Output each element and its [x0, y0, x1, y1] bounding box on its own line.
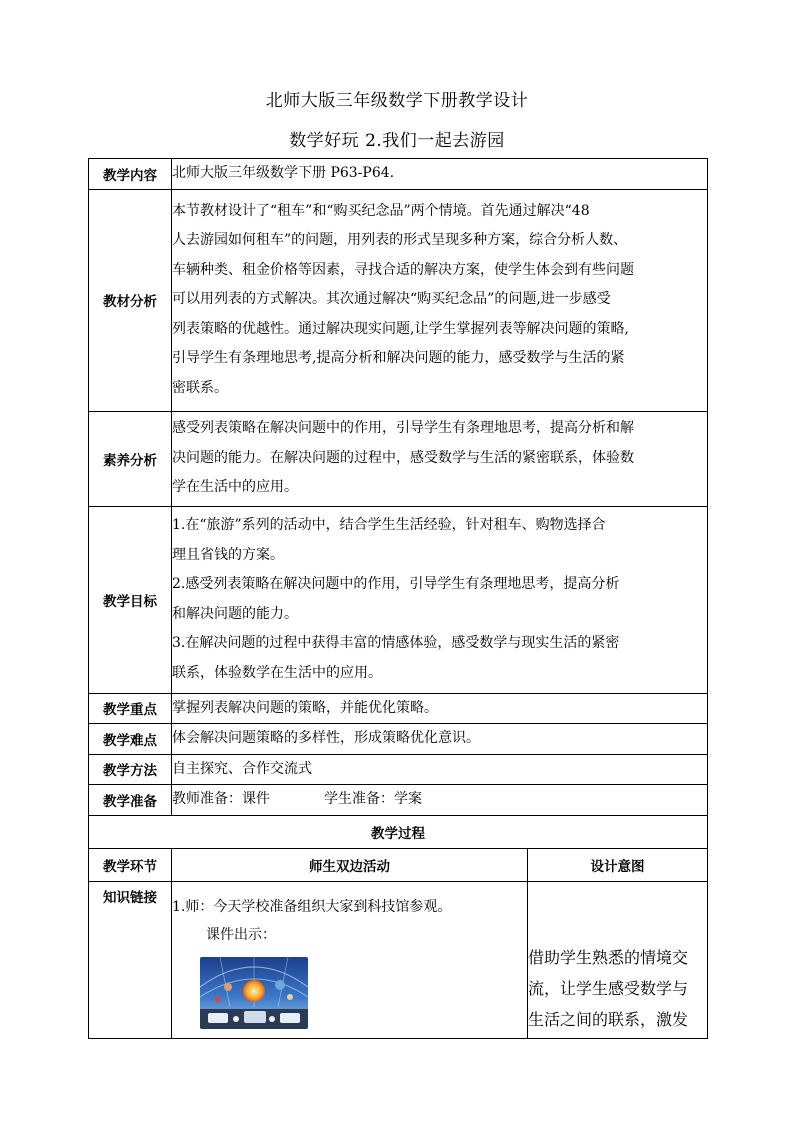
row-content [89, 159, 708, 190]
row-goals [89, 506, 708, 693]
value-goals [172, 506, 708, 693]
value-preparation [172, 785, 708, 816]
literacy-line: 学在生活中的应用。 [172, 479, 298, 496]
literacy-line: 感受列表策略在解决问题中的作用，引导学生有条理地思考，提高分析和解 [172, 420, 634, 437]
label-knowledge-link: 知识链接 [89, 881, 172, 1038]
process-header: 教学过程 [89, 815, 708, 848]
value-difficulty: 体会解决问题策略的多样性，形成策略优化意识。 [172, 724, 708, 755]
intent-line: 流，让学生感受数学与 [528, 979, 689, 998]
intent-line: 借助学生熟悉的情境交 [528, 948, 689, 967]
label-goals: 教学目标 [89, 506, 172, 693]
value-key-point: 掌握列表解决问题的策略，并能优化策略。 [172, 693, 708, 724]
label-analysis: 教材分析 [89, 189, 172, 411]
goal-line: 和解决问题的能力。 [172, 605, 298, 622]
row-column-headers [89, 848, 708, 881]
row-key-point [89, 693, 708, 724]
intent-line: 生活之间的联系，激发 [528, 1010, 689, 1029]
row-knowledge-link [89, 881, 708, 1038]
column-header-intent: 设计意图 [528, 848, 708, 881]
analysis-line: 人去游园如何租车”的问题，用列表的形式呈现多种方案，综合分析人数、 [172, 232, 628, 249]
lesson-plan-table [88, 158, 708, 1039]
row-process-header [89, 815, 708, 848]
value-literacy [172, 411, 708, 506]
planetarium-image [200, 957, 308, 1029]
value-method: 自主探究、合作交流式 [172, 754, 708, 785]
goal-line: 3.在解决问题的过程中获得丰富的情感体验，感受数学与现实生活的紧密 [172, 635, 620, 651]
row-literacy [89, 411, 708, 506]
value-analysis [172, 189, 708, 411]
label-key-point: 教学重点 [89, 693, 172, 724]
row-preparation [89, 785, 708, 816]
row-difficulty [89, 724, 708, 755]
value-content: 北师大版三年级数学下册 P63-P64. [172, 159, 708, 190]
label-literacy: 素养分析 [89, 411, 172, 506]
label-difficulty: 教学难点 [89, 724, 172, 755]
goal-line: 2.感受列表策略在解决问题中的作用，引导学生有条理地思考，提高分析 [172, 576, 620, 592]
row-analysis [89, 189, 708, 411]
analysis-line: 车辆种类、租金价格等因素，寻找合适的解决方案，使学生体会到有些问题 [172, 261, 634, 278]
column-header-activity: 师生双边活动 [172, 848, 528, 881]
label-content: 教学内容 [89, 159, 172, 190]
goal-line: 理且省钱的方案。 [172, 546, 284, 563]
goal-line: 联系，体验数学在生活中的应用。 [172, 664, 382, 681]
intent-knowledge-link [528, 881, 708, 1038]
label-method: 教学方法 [89, 754, 172, 785]
document-title: 北师大版三年级数学下册教学设计 [265, 91, 529, 111]
activity-knowledge-link [172, 881, 528, 1038]
analysis-line: 引导学生有条理地思考,提高分析和解决问题的能力，感受数学与生活的紧 [172, 350, 625, 367]
analysis-line: 可以用列表的方式解决。其次通过解决“购买纪念品”的问题,进一步感受 [172, 291, 611, 308]
label-preparation: 教学准备 [89, 785, 172, 816]
analysis-line: 列表策略的优越性。通过解决现实问题,让学生掌握列表等解决问题的策略, [172, 320, 629, 337]
activity-line: 1.师：今天学校准备组织大家到科技馆参观。 [172, 898, 452, 915]
goal-line: 1.在“旅游”系列的活动中，结合学生生活经验，针对租车、购物选择合 [172, 517, 606, 533]
row-method [89, 754, 708, 785]
analysis-line: 密联系。 [172, 379, 228, 396]
lesson-title: 数学好玩 2.我们一起去游园 [289, 131, 505, 151]
analysis-line: 本节教材设计了“租车”和“购买纪念品”两个情境。首先通过解决“48 [172, 202, 590, 219]
column-header-stage: 教学环节 [89, 848, 172, 881]
activity-line: 课件出示： [206, 926, 276, 943]
teacher-preparation: 教师准备：课件 [172, 791, 270, 807]
literacy-line: 决问题的能力。在解决问题的过程中，感受数学与生活的紧密联系，体验数 [172, 449, 634, 466]
student-preparation: 学生准备：学案 [324, 791, 422, 807]
